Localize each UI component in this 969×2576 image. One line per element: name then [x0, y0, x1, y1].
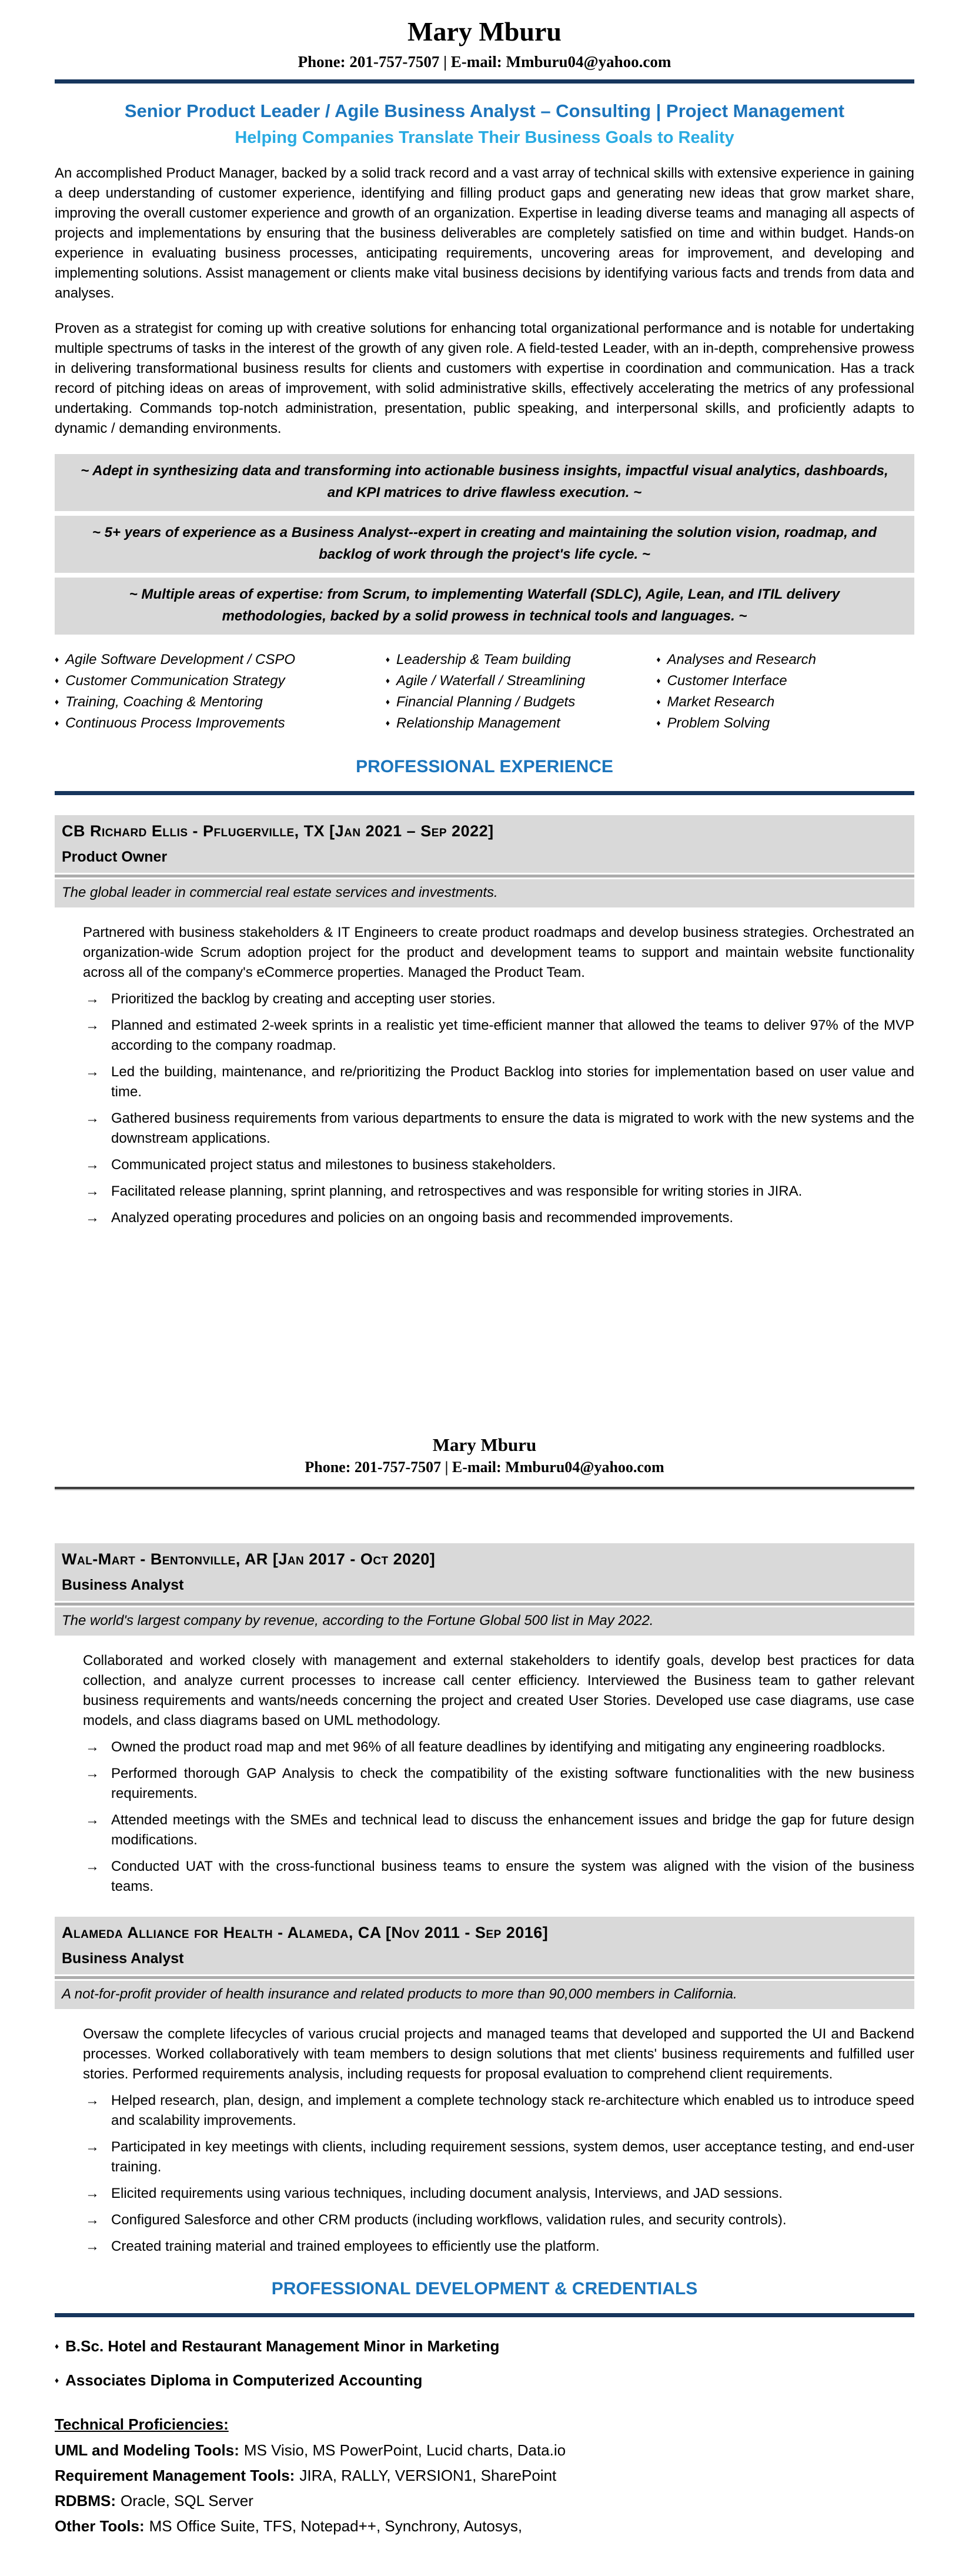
arrow-bullet-icon: →: [85, 2093, 99, 2108]
bullet-item: [55, 1208, 914, 1228]
skill-item: [55, 713, 386, 735]
credential-text: B.Sc. Hotel and Restaurant Management Minor in Marketing: [65, 2337, 500, 2355]
section-heading-credentials: PROFESSIONAL DEVELOPMENT & CREDENTIALS: [271, 2279, 698, 2298]
section-heading-experience: PROFESSIONAL EXPERIENCE: [356, 757, 613, 776]
bullet-text: Participated in key meetings with clients, including requirement sessions, system demos, user acceptance testing, and end-user training.: [111, 2139, 914, 2175]
bullet-item: [55, 1737, 914, 1757]
highlight-callout: ~ Multiple areas of expertise: from Scrum, to implementing Waterfall (SDLC), Agile, Lean, and ITIL delivery methodologies, backed by a solid prowess in technical tools and languages. ~: [55, 578, 914, 635]
job-bullet-list: [55, 1737, 914, 1897]
job-header: [55, 815, 914, 873]
skill-label: Financial Planning / Budgets: [396, 694, 576, 710]
bullet-text: Attended meetings with the SMEs and technical lead to discuss the enhancement issues and bridge the gap for future design modifications.: [111, 1812, 914, 1848]
bullet-item: [55, 1016, 914, 1056]
spacer: [55, 1490, 914, 1523]
skill-label: Agile Software Development / CSPO: [65, 652, 295, 668]
job-company: Wal-Mart - Bentonville, AR [Jan 2017 - Oct 2020]: [62, 1550, 436, 1568]
skill-item: [386, 671, 657, 692]
summary-paragraph: An accomplished Product Manager, backed by a solid track record and a vast array of technical skills with extensive experience in gaining a deep understanding of customer experience, identifying and filling product gaps and generating new ideas that grow market share, improving the overall customer experience and growth of an organization. Expertise in leading diverse teams and managing all aspects of projects and implementations by ensuring that the business deliverables are completely satisfied on time and within budget. Hands-on experience in evaluating business processes, anticipating requirements, uncovering areas for improvement, and developing and implementing solutions. Assist management or clients make vital business decisions by identifying various facts and trends from data and analyses.: [55, 165, 914, 301]
bullet-text: Gathered business requirements from various departments to ensure the data is migrated to work with the new systems and the downstream applications.: [111, 1110, 914, 1146]
job-role: Business Analyst: [62, 1577, 184, 1593]
bullet-item: [55, 1182, 914, 1202]
arrow-bullet-icon: →: [85, 991, 99, 1007]
bullet-text: Communicated project status and milestones to business stakeholders.: [111, 1157, 556, 1173]
resume-subheadline: Helping Companies Translate Their Business Goals to Reality: [235, 128, 734, 147]
tech-proficiencies-heading: Technical Proficiencies:: [55, 2415, 229, 2433]
tech-line-value: MS Visio, MS PowerPoint, Lucid charts, Data.io: [243, 2441, 566, 2459]
skill-item: [656, 650, 914, 671]
skill-item: [656, 713, 914, 735]
diamond-bullet-icon: ♦: [656, 697, 661, 706]
skill-item: [55, 650, 386, 671]
job-tagline: The world's largest company by revenue, according to the Fortune Global 500 list in May 2022.: [55, 1607, 914, 1636]
job-role: Product Owner: [62, 849, 168, 865]
diamond-bullet-icon: ♦: [55, 655, 59, 664]
arrow-bullet-icon: →: [85, 1157, 99, 1173]
job-tagline: A not-for-profit provider of health insurance and related products to more than 90,000 members in California.: [55, 1981, 914, 2009]
job-entry-alameda-alliance: [55, 1917, 914, 2257]
skills-column: [656, 650, 914, 735]
skill-label: Analyses and Research: [667, 652, 817, 668]
tech-line-value: Oracle, SQL Server: [121, 2492, 253, 2510]
bullet-item: [55, 1810, 914, 1850]
job-tagline: The global leader in commercial real estate services and investments.: [55, 879, 914, 907]
contact-line: Phone: 201-757-7507 | E-mail: Mmburu04@yahoo.com: [298, 53, 671, 71]
highlight-callout: ~ Adept in synthesizing data and transforming into actionable business insights, impactful visual analytics, dashboards, and KPI matrices to drive flawless execution. ~: [55, 454, 914, 511]
job-separator: [55, 1601, 914, 1607]
job-company: CB Richard Ellis - Pflugerville, TX [Jan 2021 – Sep 2022]: [62, 822, 494, 840]
tech-line-label: Other Tools:: [55, 2517, 145, 2535]
bullet-text: Performed thorough GAP Analysis to check the compatibility of the existing software functionalities with the new business requirements.: [111, 1766, 914, 1801]
bullet-item: [55, 2091, 914, 2131]
bullet-text: Led the building, maintenance, and re/prioritizing the Product Backlog into stories for implementation based on user value and time.: [111, 1064, 914, 1100]
tech-line-label: RDBMS:: [55, 2492, 116, 2510]
credential-text: Associates Diploma in Computerized Accounting: [65, 2371, 423, 2389]
job-intro: Partnered with business stakeholders & IT Engineers to create product roadmaps and develop business strategies. Orchestrated an organization-wide Scrum adoption project for the product and development teams to support and maintain website functionality across all of the company's eCommerce properties. Managed the Product Team.: [83, 925, 914, 980]
arrow-bullet-icon: →: [85, 1110, 99, 1126]
tech-line-rdbms: [55, 2492, 914, 2510]
bullet-text: Configured Salesforce and other CRM products (including workflows, validation rules, and security controls).: [111, 2212, 787, 2228]
resume-headline: Senior Product Leader / Agile Business Analyst – Consulting | Project Management: [124, 101, 845, 121]
arrow-bullet-icon: →: [85, 1766, 99, 1781]
skill-item: [55, 692, 386, 713]
bullet-item: [55, 2184, 914, 2204]
skill-label: Customer Interface: [667, 673, 787, 689]
header-divider: [55, 79, 914, 84]
job-separator: [55, 1974, 914, 1981]
job-intro: Collaborated and worked closely with management and external stakeholders to identify goals, develop best practices for data collection, and analyze current processes to increase call center efficiency. Interviewed the Business team to gather relevant business requirements and wants/needs concerning the project and created User Stories. Developed use case diagrams, use case models, and class diagrams based on UML methodology.: [83, 1653, 914, 1729]
bullet-item: [55, 1857, 914, 1897]
bullet-item: [55, 1764, 914, 1804]
skill-item: [656, 671, 914, 692]
bullet-item: [55, 2137, 914, 2177]
tech-line-other: [55, 2517, 914, 2535]
bullet-text: Elicited requirements using various techniques, including document analysis, Interviews, and JAD sessions.: [111, 2185, 783, 2201]
skill-label: Market Research: [667, 694, 775, 710]
tech-line-label: Requirement Management Tools:: [55, 2467, 295, 2484]
diamond-bullet-icon: ♦: [55, 2341, 59, 2351]
arrow-bullet-icon: →: [85, 1739, 99, 1755]
skill-item: [386, 713, 657, 735]
diamond-bullet-icon: ♦: [385, 676, 390, 685]
section-divider: [55, 791, 914, 795]
skill-label: Training, Coaching & Mentoring: [65, 694, 263, 710]
skill-label: Leadership & Team building: [396, 652, 571, 668]
candidate-name: Mary Mburu: [407, 16, 562, 46]
tech-line-value: JIRA, RALLY, VERSION1, SharePoint: [299, 2467, 557, 2484]
page2-candidate-name: Mary Mburu: [432, 1434, 537, 1455]
tech-line-label: UML and Modeling Tools:: [55, 2441, 239, 2459]
arrow-bullet-icon: →: [85, 2212, 99, 2228]
diamond-bullet-icon: ♦: [55, 718, 59, 728]
job-entry-cb-richard-ellis: [55, 815, 914, 1228]
diamond-bullet-icon: ♦: [656, 718, 661, 728]
skill-item: [386, 692, 657, 713]
skills-column: [386, 650, 657, 735]
arrow-bullet-icon: →: [85, 2185, 99, 2201]
job-role: Business Analyst: [62, 1950, 184, 1967]
job-header: [55, 1543, 914, 1601]
arrow-bullet-icon: →: [85, 1812, 99, 1828]
skill-item: [386, 650, 657, 671]
skill-item: [55, 671, 386, 692]
arrow-bullet-icon: →: [85, 2238, 99, 2254]
diamond-bullet-icon: ♦: [385, 718, 390, 728]
tech-line-uml: [55, 2441, 914, 2459]
diamond-bullet-icon: ♦: [385, 697, 390, 706]
job-company: Alameda Alliance for Health - Alameda, CA [Nov 2011 - Sep 2016]: [62, 1924, 549, 1941]
arrow-bullet-icon: →: [85, 1210, 99, 1226]
tech-line-requirements: [55, 2467, 914, 2484]
highlight-callout: ~ 5+ years of experience as a Business Analyst--expert in creating and maintaining the solution vision, roadmap, and backlog of work through the project's life cycle. ~: [55, 516, 914, 573]
skill-label: Continuous Process Improvements: [65, 715, 285, 731]
summary-paragraph: Proven as a strategist for coming up with creative solutions for enhancing total organizational performance and is notable for undertaking multiple spectrums of tasks in the interest of the growth of any given role. A field-tested Leader, with an in-depth, comprehensive prowess in delivering transformational business results for clients and customers with expertise in coordination and communication. Has a track record of pitching ideas on areas of improvement, with solid administrative skills, effectively accelerating the metrics of any professional undertaking. Commands top-notch administration, presentation, public speaking, and interpersonal skills, and proficiently adapts to dynamic / demanding environments.: [55, 321, 914, 436]
bullet-item: [55, 1109, 914, 1149]
bullet-text: Helped research, plan, design, and implement a complete technology stack re-architecture which enabled us to introduce speed and scalability improvements.: [111, 2093, 914, 2128]
credential-item: [55, 2337, 914, 2357]
credentials-list: [55, 2337, 914, 2391]
job-separator: [55, 873, 914, 879]
section-divider: [55, 2313, 914, 2317]
diamond-bullet-icon: ♦: [656, 655, 661, 664]
diamond-bullet-icon: ♦: [55, 676, 59, 685]
job-bullet-list: [55, 2091, 914, 2257]
bullet-text: Conducted UAT with the cross-functional business teams to ensure the system was aligned with the vision of the business teams.: [111, 1858, 914, 1894]
job-entry-wal-mart: [55, 1543, 914, 1897]
skill-label: Agile / Waterfall / Streamlining: [396, 673, 586, 689]
diamond-bullet-icon: ♦: [55, 2375, 59, 2385]
skill-label: Customer Communication Strategy: [65, 673, 285, 689]
skill-label: Problem Solving: [667, 715, 770, 731]
arrow-bullet-icon: →: [85, 1858, 99, 1874]
skills-column: [55, 650, 386, 735]
page2-contact-line: Phone: 201-757-7507 | E-mail: Mmburu04@yahoo.com: [305, 1459, 664, 1476]
tech-line-value: MS Office Suite, TFS, Notepad++, Synchrony, Autosys,: [149, 2517, 523, 2535]
diamond-bullet-icon: ♦: [385, 655, 390, 664]
bullet-item: [55, 2210, 914, 2230]
bullet-text: Planned and estimated 2-week sprints in a realistic yet time-efficient manner that allowed the teams to deliver 97% of the MVP according to the company roadmap.: [111, 1017, 914, 1053]
bullet-text: Facilitated release planning, sprint planning, and retrospectives and was responsible for writing stories in JIRA.: [111, 1183, 803, 1199]
skill-label: Relationship Management: [396, 715, 560, 731]
job-header: [55, 1917, 914, 1974]
arrow-bullet-icon: →: [85, 1183, 99, 1199]
bullet-item: [55, 1155, 914, 1175]
job-intro: Oversaw the complete lifecycles of various crucial projects and managed teams that developed and supported the UI and Backend processes. Worked collaboratively with team members to design solutions that met clients' business requirements and fulfilled user stories. Performed requirements analysis, including requests for proposal evaluation to comprehend client requirements.: [83, 2026, 914, 2082]
arrow-bullet-icon: →: [85, 1017, 99, 1033]
bullet-text: Created training material and trained employees to efficiently use the platform.: [111, 2238, 600, 2254]
bullet-text: Analyzed operating procedures and policies on an ongoing basis and recommended improvements.: [111, 1210, 733, 1226]
arrow-bullet-icon: →: [85, 1064, 99, 1080]
job-bullet-list: [55, 989, 914, 1228]
arrow-bullet-icon: →: [85, 2139, 99, 2155]
bullet-item: [55, 989, 914, 1009]
diamond-bullet-icon: ♦: [656, 676, 661, 685]
bullet-text: Prioritized the backlog by creating and accepting user stories.: [111, 991, 496, 1007]
bullet-item: [55, 2237, 914, 2257]
page-break-gap: [55, 1228, 914, 1434]
skills-grid: [55, 650, 914, 735]
diamond-bullet-icon: ♦: [55, 697, 59, 706]
bullet-item: [55, 1062, 914, 1102]
skill-item: [656, 692, 914, 713]
credential-item: [55, 2371, 914, 2391]
bullet-text: Owned the product road map and met 96% of all feature deadlines by identifying and mitigating any engineering roadblocks.: [111, 1739, 886, 1755]
